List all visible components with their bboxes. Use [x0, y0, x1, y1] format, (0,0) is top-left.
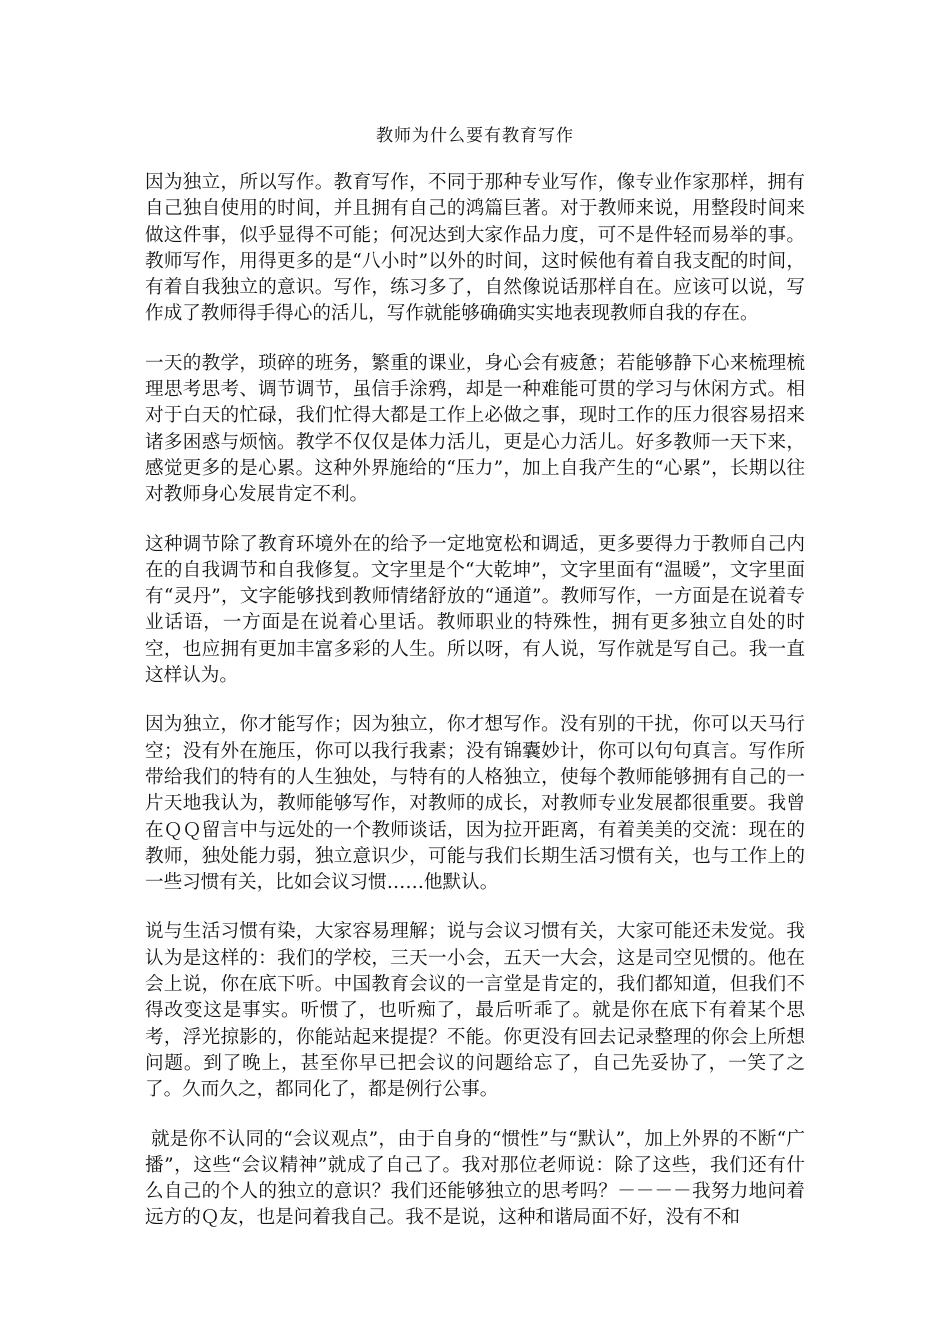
paragraph-2: 一天的教学，琐碎的班务，繁重的课业，身心会有疲惫；若能够静下心来梳理梳理思考思考、调节调节，虽信手涂鸦，却是一种难能可贯的学习与休闲方式。相对于白天的忙碌，我们忙得大都是工作上必做之事，现时工作的压力很容易招来诸多困惑与烦恼。教学不仅仅是体力活儿，更是心力活儿。好多教师一天下来，感觉更多的是心累。这种外界施给的“压力”，加上自我产生的“心累”，长期以往对教师身心发展肯定不利。 — [145, 352, 805, 506]
paragraph-3: 这种调节除了教育环境外在的给予一定地宽松和调适，更多要得力于教师自己内在的自我调节和自我修复。文字里是个“大乾坤”，文字里面有“温暖”，文字里面有“灵丹”，文字能够找到教师情绪舒放的“通道”。教师写作，一方面是在说着专业话语，一方面是在说着心里话。教师职业的特殊性，拥有更多独立自处的时空，也应拥有更加丰富多彩的人生。所以呀，有人说，写作就是写自己。我一直这样认为。 — [145, 533, 805, 687]
paragraph-6: 就是你不认同的“会议观点”，由于自身的“惯性”与“默认”，加上外界的不断“广播”，这些“会议精神”就成了自己了。我对那位老师说：除了这些，我们还有什么自己的个人的独立的意识？我们还能够独立的思考吗？－－－－我努力地问着远方的Ｑ友，也是问着我自己。我不是说，这种和谐局面不好，没有不和 — [145, 1128, 805, 1229]
paragraph-1: 因为独立，所以写作。教育写作，不同于那种专业写作，像专业作家那样，拥有自己独自使用的时间，并且拥有自己的鸿篇巨著。对于教师来说，用整段时间来做这件事，似乎显得不可能；何况达到大家作品力度，可不是件轻而易举的事。教师写作，用得更多的是“八小时”以外的时间，这时候他有着自我支配的时间，有着自我独立的意识。写作，练习多了，自然像说话那样自在。应该可以说，写作成了教师得手得心的活儿，写作就能够确确实实地表现教师自我的存在。 — [145, 172, 805, 325]
paragraph-4: 因为独立，你才能写作；因为独立，你才想写作。没有别的干扰，你可以天马行空；没有外在施压，你可以我行我素；没有锦囊妙计，你可以句句真言。写作所带给我们的特有的人生独处，与特有的人格独立，使每个教师能够拥有自己的一片天地我认为，教师能够写作，对教师的成长，对教师专业发展都很重要。我曾在ＱＱ留言中与远处的一个教师谈话，因为拉开距离，有着美美的交流：现在的教师，独处能力弱，独立意识少，可能与我们长期生活习惯有关，也与工作上的一些习惯有关，比如会议习惯……他默认。 — [145, 714, 805, 894]
document-body — [145, 170, 805, 1255]
paragraph-5: 说与生活习惯有染，大家容易理解；说与会议习惯有关，大家可能还未发觉。我认为是这样的：我们的学校，三天一小会，五天一大会，这是司空见惯的。他在会上说，你在底下听。中国教育会议的一言堂是肯定的，我们都知道，但我们不得改变这是事实。听惯了，也听痴了，最后听乖了。就是你在底下有着某个思考，浮光掠影的，你能站起来提提？不能。你更没有回去记录整理的你会上所想问题。到了晚上，甚至你早已把会议的问题给忘了，自己先妥协了，一笑了之了。久而久之，都同化了，都是例行公事。 — [145, 921, 805, 1101]
document-title: 教师为什么要有教育写作 — [376, 126, 574, 146]
